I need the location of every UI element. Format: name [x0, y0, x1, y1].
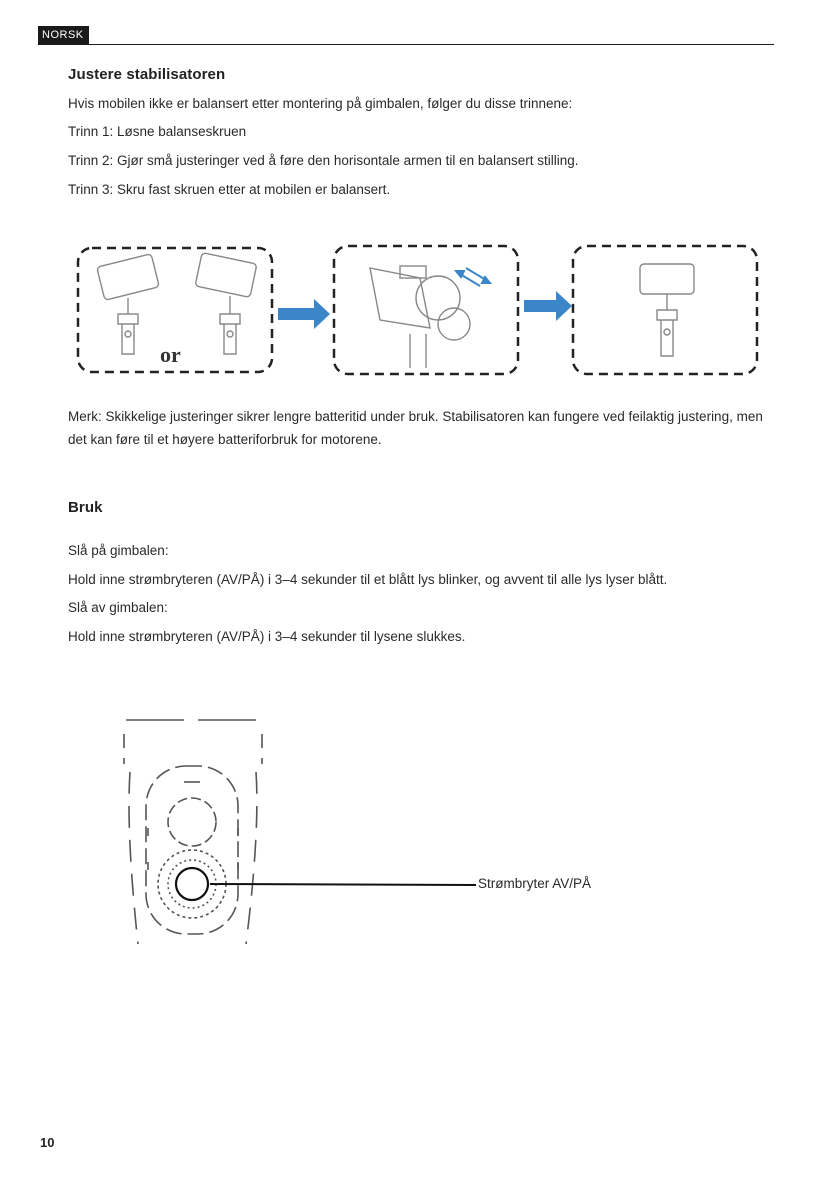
step-1: Trinn 1: Løsne balanseskruen — [68, 124, 247, 139]
power-button-callout: Strømbryter AV/PÅ — [478, 876, 592, 891]
figure-or-label: or — [160, 342, 181, 367]
header-rule — [38, 44, 774, 45]
language-tab: NORSK — [38, 26, 89, 44]
power-button-highlight — [176, 868, 208, 900]
page-number: 10 — [40, 1135, 55, 1150]
balance-figure — [70, 238, 770, 380]
power-off-heading: Slå av gimbalen: — [68, 600, 168, 615]
power-on-heading: Slå på gimbalen: — [68, 543, 169, 558]
power-off-text: Hold inne strømbryteren (AV/PÅ) i 3–4 sekunder til lysene slukkes. — [68, 629, 466, 644]
step-3: Trinn 3: Skru fast skruen etter at mobilen er balansert. — [68, 182, 391, 197]
gimbal-handle-illustration — [118, 712, 498, 952]
callout-line — [210, 884, 476, 885]
step-2: Trinn 2: Gjør små justeringer ved å føre den horisontale armen til en balansert stilling. — [68, 153, 579, 168]
arrow-icon — [278, 291, 572, 329]
intro-text: Hvis mobilen ikke er balansert etter montering på gimbalen, følger du disse trinnene: — [68, 96, 573, 111]
note-text: Merk: Skikkelige justeringer sikrer lengre batteritid under bruk. Stabilisatoren kan fungere ved feilaktig justering, men det kan føre til et høyere batteriforbruk for motorene. — [68, 409, 763, 447]
power-on-text: Hold inne strømbryteren (AV/PÅ) i 3–4 sekunder til et blått lys blinker, og avvent til alle lys lyser blått. — [68, 572, 668, 587]
section-title-use: Bruk — [68, 499, 103, 516]
section-title-adjust: Justere stabilisatoren — [68, 66, 226, 83]
